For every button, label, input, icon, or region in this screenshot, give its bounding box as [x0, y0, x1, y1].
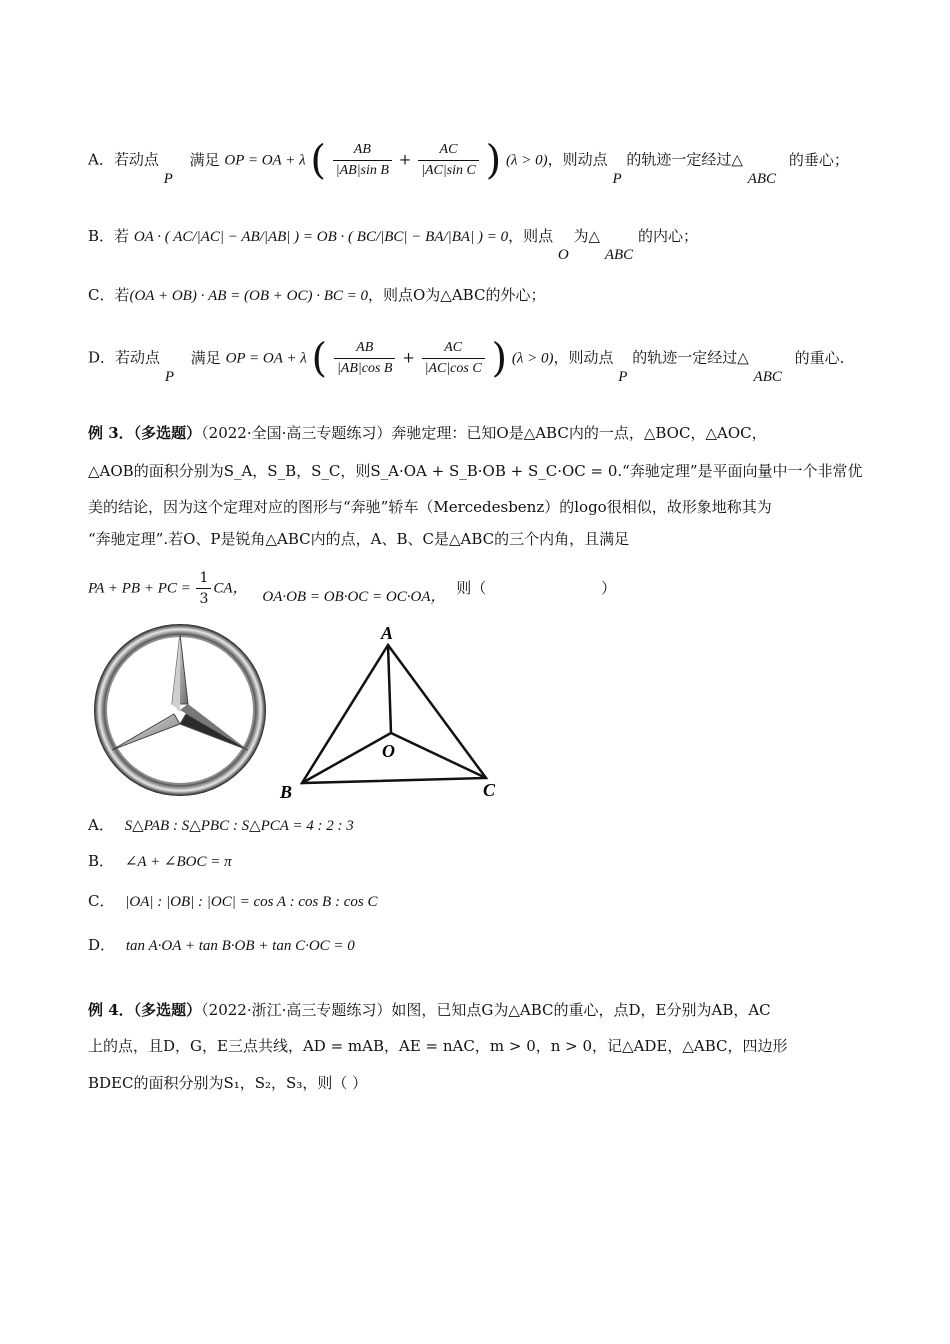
q2-option-d-point-p2: P — [618, 368, 628, 385]
segment-ob — [302, 733, 391, 783]
q2-option-d-label: D．若动点 — [88, 348, 161, 367]
example3-option-b-label: B． — [88, 852, 115, 870]
example3-option-d — [88, 935, 355, 956]
benz-logo-image — [92, 622, 268, 798]
q2-option-d-abc: ABC — [753, 368, 782, 385]
example4-line1 — [88, 1000, 771, 1020]
example3-option-c-expr: |OA| : |OB| : |OC| = cos A : cos B : cos C — [125, 894, 378, 910]
example3-title: 例 3．（多选题） — [88, 424, 202, 442]
example3-option-d-expr: tan A·OA + tan B·OB + tan C·OC = 0 — [125, 938, 355, 954]
label-a: A — [381, 623, 394, 643]
example4-line3: BDEC的面积分别为S₁，S₂，S₃，则（ ） — [88, 1074, 368, 1092]
example3-option-a-expr: S△PAB : S△PBC : S△PCA = 4 : 2 : 3 — [124, 818, 354, 834]
example4-source: （2022·浙江·高三专题练习） — [201, 1001, 392, 1019]
example3-line4: “奔驰定理”.若O、P是锐角△ABC内的点，A、B、C是△ABC的三个内角，且满足 — [88, 530, 630, 548]
example3-cond2: OA·OB = OB·OC = OC·OA， — [262, 588, 446, 605]
example3-line1 — [88, 423, 767, 443]
q2-option-b-tail1: ，则点 — [508, 227, 554, 245]
q2-option-d-cond: (λ > 0) — [511, 350, 554, 367]
q2-option-a-tail2: 的轨迹一定经过△ — [626, 150, 743, 169]
q2-option-a-abc: ABC — [747, 170, 777, 187]
example3-cond1-left: PA + PB + PC = — [88, 580, 195, 597]
example3-cond1-frac: $\frac{1}{3}$ — [196, 568, 211, 609]
q2-option-d-frac1: $\frac{AB}{\text{|AB|cos B}}$ — [334, 338, 396, 379]
example3-option-c — [88, 891, 377, 912]
example3-option-a-label: A． — [88, 816, 114, 834]
q2-option-a-tail3: 的垂心； — [788, 150, 849, 169]
segment-oc — [391, 733, 486, 778]
q2-option-b — [88, 226, 698, 263]
example3-cond1-right: CA， — [213, 580, 248, 597]
q2-option-b-tail2: 为△ — [573, 227, 601, 245]
q2-option-a-label: A．若动点 — [88, 150, 159, 169]
triangle-abc — [302, 645, 486, 783]
example3-option-a — [88, 815, 354, 836]
example4-line2: 上的点，且D，G，E三点共线，AD = mAB，AE = nAC，m > 0，n > 0，记△ADE，△ABC，四边形 — [88, 1037, 788, 1055]
example3-conditions — [88, 568, 616, 609]
q2-option-b-abc: ABC — [604, 247, 634, 263]
q2-option-a: A．若动点 P 满足 OP = OA + λ ( $\frac{AB}{\text{|AB|sin B}}$ + $\frac{AC}{\text{|AC|sin C}}$ ) (λ > 0)，则动点 P 的轨迹一定经过△ ABC 的垂心； — [88, 137, 849, 187]
example4-title: 例 4．（多选题） — [88, 1001, 202, 1019]
label-b: B — [280, 782, 293, 802]
q2-option-a-frac2: $\frac{AC}{\text{|AC|sin C}}$ — [418, 140, 479, 181]
q2-option-a-frac1: $\frac{AB}{\text{|AB|sin B}}$ — [333, 140, 392, 181]
example3-option-d-label: D． — [88, 936, 116, 954]
example3-ask: 则（ — [456, 578, 487, 597]
q2-option-c-tail: ，则点O为△ABC的外心； — [368, 286, 546, 304]
q2-option-d-tail2: 的轨迹一定经过△ — [632, 348, 749, 367]
q2-option-a-tail1: ，则动点 — [547, 150, 608, 169]
q2-option-c — [88, 285, 545, 306]
q2-option-d-point-p: P — [164, 368, 174, 385]
q2-option-a-point-p2: P — [612, 170, 622, 187]
q2-option-b-label: B．若 — [88, 227, 130, 245]
q2-option-a-expr-left: OP = OA + λ — [224, 152, 306, 169]
q2-option-d-mid: 满足 — [190, 348, 221, 367]
q2-option-d-frac2: $\frac{AC}{\text{|AC|cos C}}$ — [422, 338, 485, 379]
q2-option-d: D．若动点 P 满足 OP = OA + λ ( $\frac{AB}{\text{|AB|cos B}}$ + $\frac{AC}{\text{|AC|cos C}}$ ) (λ > 0)，则动点 P 的轨迹一定经过△ ABC 的重心. — [88, 335, 845, 385]
q2-option-d-expr-left: OP = OA + λ — [225, 350, 307, 367]
example3-option-b — [88, 851, 232, 872]
example3-source: （2022·全国·高三专题练习） — [201, 424, 392, 442]
segment-oa — [388, 645, 391, 733]
q2-option-b-expr: OA · ( AC/|AC| − AB/|AB| ) = OB · ( BC/|BC| − BA/|BA| ) = 0 — [133, 229, 509, 245]
example3-option-c-label: C． — [88, 892, 115, 910]
example3-line3: 美的结论，因为这个定理对应的图形与“奔驰”轿车（Mercedesbenz）的logo很相似，故形象地称其为 — [88, 498, 772, 516]
example4-text1: 如图，已知点G为△ABC的重心，点D，E分别为AB，AC — [391, 1001, 771, 1019]
triangle-diagram — [275, 618, 510, 803]
q2-option-a-point-p: P — [163, 170, 173, 187]
example3-line2: △AOB的面积分别为S_A，S_B，S_C，则S_A·OA + S_B·OB + S_C·OC = 0.“奔驰定理”是平面向量中一个非常优 — [88, 462, 863, 480]
q2-option-a-mid: 满足 — [189, 150, 220, 169]
q2-option-b-tail3: 的内心； — [637, 227, 698, 245]
q2-option-d-tail3: 的重心. — [794, 348, 845, 367]
q2-option-c-expr: (OA + OB) · AB = (OB + OC) · BC = 0 — [129, 288, 368, 304]
q2-option-b-point-o: O — [557, 247, 569, 263]
example3-text1: 奔驰定理：已知O是△ABC内的一点，△BOC，△AOC， — [391, 424, 767, 442]
q2-option-c-label: C．若 — [88, 286, 130, 304]
q2-option-d-tail1: ，则动点 — [553, 348, 614, 367]
label-c: C — [483, 780, 496, 800]
label-o: O — [382, 741, 395, 761]
example3-ask-close: ） — [601, 578, 617, 597]
example3-option-b-expr: ∠A + ∠BOC = π — [124, 854, 232, 870]
q2-option-a-cond: (λ > 0) — [506, 152, 548, 169]
